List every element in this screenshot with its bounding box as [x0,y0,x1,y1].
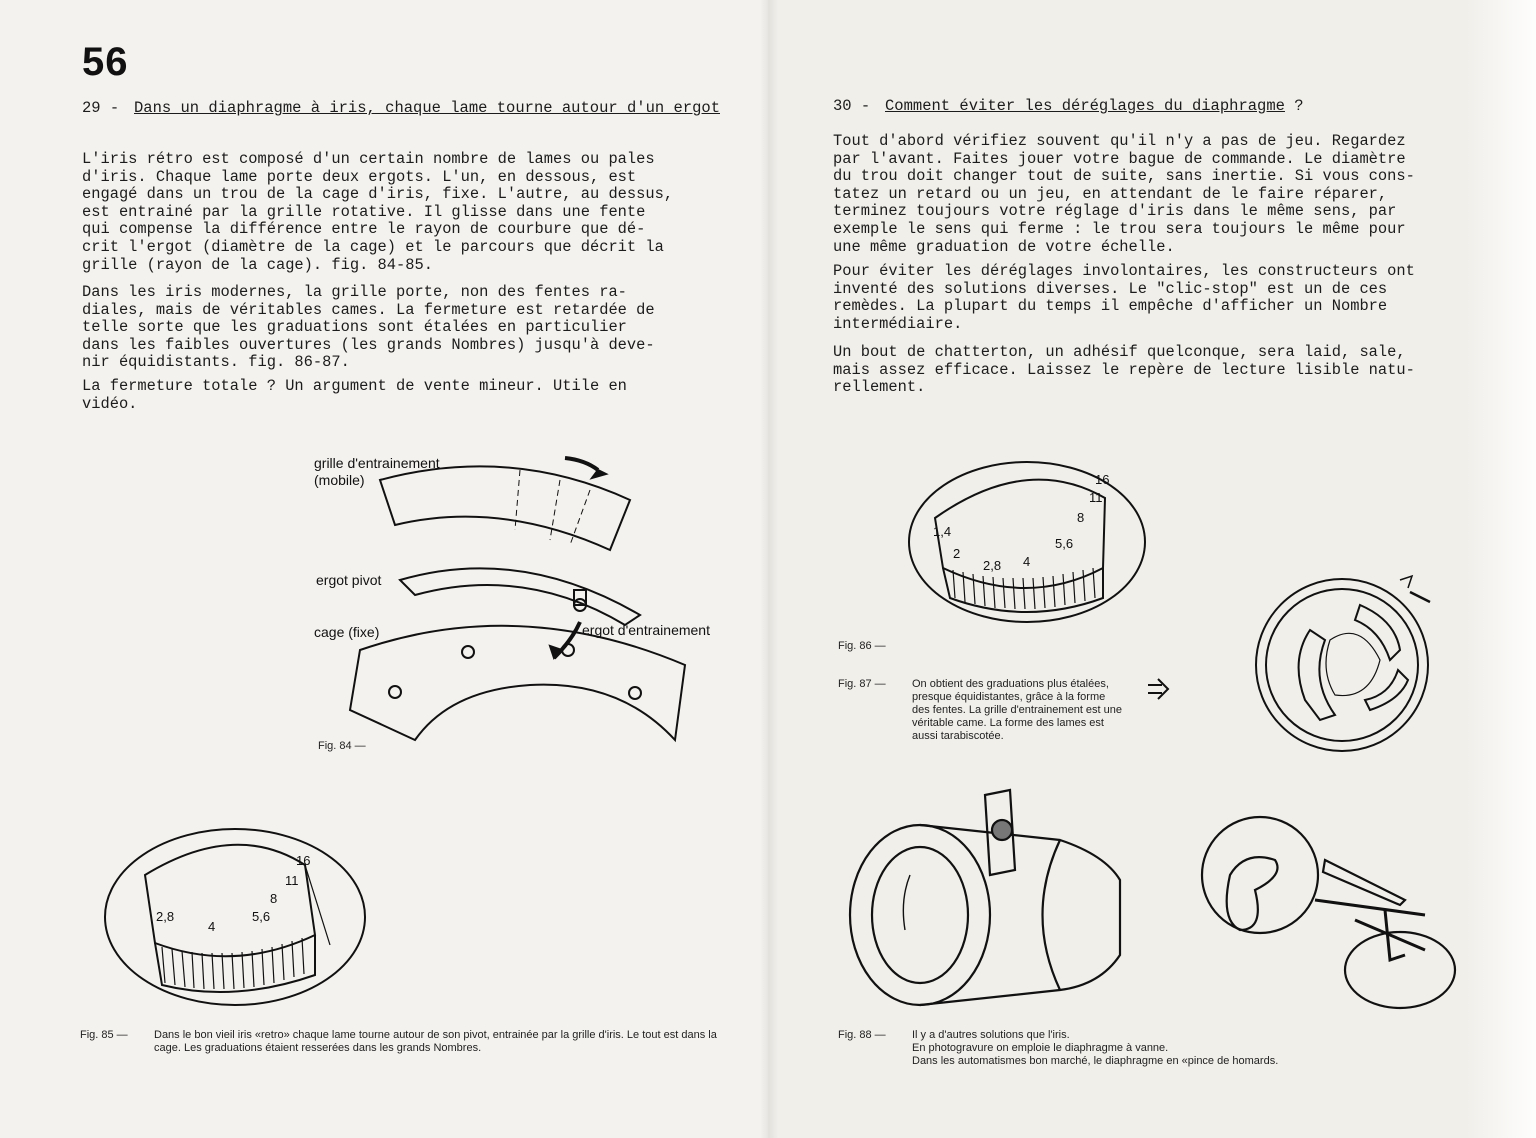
fig-88-vane-diaphragm-drawing [845,780,1435,1010]
fig-87-caption [838,678,1138,768]
section-29-title: Dans un diaphragme à iris, chaque lame tourne autour d'un ergot [134,99,720,117]
fig-86-scale-1: 2 [953,546,961,561]
fig-85-scale-3: 8 [270,891,278,906]
section-29-number: 29 - [82,99,120,117]
fig-86-number: Fig. 86 — [838,640,886,652]
fig-88-caption-line-2: En photogravure on emploie le diaphragme à vanne. [912,1042,1169,1054]
fig-86-lens-ring-drawing [905,458,1150,628]
section-30-title: Comment éviter les déréglages du diaphragme [885,97,1285,115]
fig-85-scale-2: 5,6 [252,909,271,924]
fig-85-number: Fig. 85 — [80,1029,128,1041]
fig-85-lens-ring-drawing [100,825,370,1010]
fig-85-scale-5: 16 [296,853,311,868]
fig-87-caption-text: On obtient des graduations plus étalées, presque équidistantes, grâce à la forme des fentes. La grille d'entrainement est une véritable came. La forme des lames est aussi tarabiscotée. [912,678,1123,742]
section-29-heading [82,100,762,117]
paragraph-29-3: La fermeture totale ? Un argument de vente mineur. Utile en vidéo. [82,377,627,413]
fig-84-number: Fig. 84 — [318,740,366,752]
fig-85-scale-1: 4 [208,919,216,934]
fig-85-caption [80,1029,740,1074]
fig-86-scale-2: 2,8 [983,558,1002,573]
fig-88-caption-line-3: Dans les automatismes bon marché, le diaphragme en «pince de homards. [912,1055,1279,1067]
fig-88-number: Fig. 88 — [838,1029,886,1041]
fig-86-scale-0: 1,4 [933,524,952,539]
section-30-number: 30 - [833,97,871,115]
fig-86-scale-3: 4 [1023,554,1031,569]
fig-85-caption-text: Dans le bon vieil iris «retro» chaque lame tourne autour de son pivot, entrainée par la grille d'iris. Le tout est dans la cage. Les graduations étaient resserées dans les grands Nombres. [154,1029,717,1054]
section-30-suffix: ? [1284,97,1304,115]
paragraph-30-1: Tout d'abord vérifiez souvent qu'il n'y a pas de jeu. Regardez par l'avant. Faites jouer votre bague de commande. Le diamètre du trou doit changer tout de suite, sans inertie. Si vous cons- tatez un retard ou un jeu, en attendant de le faire réparer, terminez toujours votre réglage d'iris dans le même sens, par exemple le sens qui ferme : le trou sera toujours le même pour une même graduation de votre échelle. [833,132,1415,256]
fig-86-scale-5: 8 [1077,510,1085,525]
paragraph-29-1: L'iris rétro est composé d'un certain nombre de lames ou pales d'iris. Chaque lame porte deux ergots. L'un, en dessous, est engagé dans un trou de la cage d'iris, fixe. L'autre, au dessus, est entrainé par la grille rotative. Il glisse dans une fente qui compense la différence entre le rayon de courbure que dé- crit l'ergot (diamètre de la cage) et le parcours que décrit la grille (rayon de la cage). fig. 84-85. [82,150,674,274]
paragraph-30-3: Un bout de chatterton, un adhésif quelconque, sera laid, sale, mais assez efficace. Laissez le repère de lecture lisible natu- rellement. [833,343,1415,397]
paragraph-30-2: Pour éviter les déréglages involontaires, les constructeurs ont inventé des solutions diverses. Le "clic-stop" est un de ces remèdes. La plupart du temps il empêche d'afficher un Nombre intermédiaire. [833,262,1415,333]
fig-86-scale-7: 16 [1095,472,1110,487]
section-30-heading [833,98,1513,115]
fig-85-scale-4: 11 [285,873,299,888]
fig-88-caption-line-1: Il y a d'autres solutions que l'iris. [912,1029,1070,1041]
paragraph-29-2: Dans les iris modernes, la grille porte, non des fentes ra- diales, mais de véritables cames. La fermeture est retardée de telle sorte que les graduations sont étalées en particulier dans les faibles ouvertures (les grands Nombres) jusqu'à deve- nir équidistants. fig. 86-87. [82,283,655,372]
fig-84-label-ergot-pivot: ergot pivot [316,572,382,588]
fig-87-number: Fig. 87 — [838,678,886,690]
arrow-right-icon [1146,676,1172,702]
fig-84-label-ergot-entrainement: ergot d'entrainement [582,622,710,638]
fig-88-caption [838,1029,1478,1074]
fig-85-scale-0: 2,8 [156,909,175,924]
fig-84-label-cage: cage (fixe) [314,624,380,640]
page-edge-shadow [1466,0,1536,1138]
fig-86-scale-4: 5,6 [1055,536,1074,551]
page-number: 56 [82,40,129,84]
fig-86-scale-6: 11 [1089,490,1103,505]
fig-87-iris-cam-drawing [1250,570,1440,760]
fig-84-label-grille: grille d'entrainement (mobile) [314,455,440,488]
book-gutter [760,0,778,1138]
